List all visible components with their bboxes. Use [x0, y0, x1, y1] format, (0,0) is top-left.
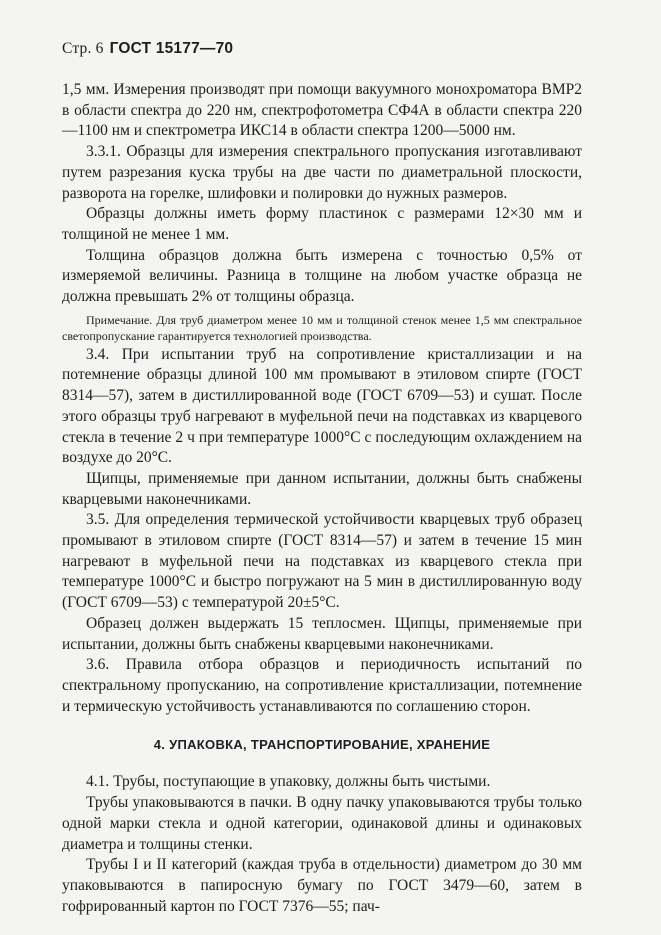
page-body — [62, 80, 582, 917]
paragraph-sample-shape: Образцы должны иметь форму пластинок с размерами 12×30 мм и толщиной не менее 1 мм. — [62, 205, 582, 243]
page-header — [62, 40, 233, 58]
paragraph-sample-thickness: Толщина образцов должна быть измерена с точностью 0,5% от измеряемой величины. Разница в толщине на любом участке образца не должна превышать 2% от толщины образца. — [62, 246, 582, 306]
paragraph-packing: Трубы упаковываются в пачки. В одну пачку упаковываются трубы только одной марки стекла и одной категории, одинаковой длины и одинаковых диаметра и толщины стенки. — [62, 794, 582, 853]
paragraph-3-4: 3.4. При испытании труб на сопротивление кристаллизации и на потемнение образцы длиной 100 мм промывают в этиловом спирте (ГОСТ 8314—57), затем в дистиллированной воде (ГОСТ 6709—53) и сушат. После этого образцы труб нагревают в муфельной печи на подставках из кварцевого стекла в течение 2 ч при температуре 1000°С с последующим охлаждением на воздухе до 20°С. — [62, 345, 582, 467]
section-heading: 4. УПАКОВКА, ТРАНСПОРТИРОВАНИЕ, ХРАНЕНИЕ — [153, 737, 491, 753]
paragraph-4-1: 4.1. Трубы, поступающие в упаковку, должны быть чистыми. — [86, 773, 491, 791]
page-number: Стр. 6 — [62, 40, 104, 57]
paragraph-tongs: Щипцы, применяемые при данном испытании, должны быть снабжены кварцевыми наконечниками. — [62, 469, 582, 508]
paragraph-measurement-instruments: 1,5 мм. Измерения производят при помощи вакуумного монохроматора ВМР2 в области спектра до 220 нм, спектрофотометра СФ4А в области спектра 220—1100 нм и спектрометра ИКС14 в области спектра 1200—5000 нм. — [62, 81, 582, 140]
paragraph-thermal-cycles: Образец должен выдержать 15 теплосмен. Щипцы, применяемые при испытании, должны быть снабжены кварцевыми наконечниками. — [62, 614, 582, 653]
paragraph-3-5: 3.5. Для определения термической устойчивости кварцевых труб образец промывают в этиловом спирте (ГОСТ 8314—57) и затем в течение 15 мин нагревают в муфельной печи на подставках из кварцевого стекла при температуре 1000°С и быстро погружают на 5 мин в дистиллированную воду (ГОСТ 6709—53) с температурой 20±5°С. — [62, 511, 582, 612]
note-paragraph: Примечание. Для труб диаметром менее 10 мм и толщиной стенок менее 1,5 мм спектральное светопропускание гарантируется технологией производства. — [62, 312, 582, 344]
paragraph-3-6: 3.6. Правила отбора образцов и периодичность испытаний по спектральному пропусканию, на сопротивление кристаллизации, потемнение и термическую устойчивость устанавливаются по соглашению сторон. — [62, 656, 582, 715]
standard-number: ГОСТ 15177—70 — [109, 40, 234, 57]
paragraph-categories: Трубы I и II категорий (каждая труба в отдельности) диаметром до 30 мм упаковываются в папиросную бумагу по ГОСТ 3479—60, затем в гофрированный картон по ГОСТ 7376—55; пач- — [62, 856, 582, 915]
paragraph-3-3-1: 3.3.1. Образцы для измерения спектрального пропускания изготавливают путем разрезания куска трубы на две части по диаметральной плоскости, разворота на горелке, шлифовки и полировки до нужных размеров. — [62, 143, 582, 202]
